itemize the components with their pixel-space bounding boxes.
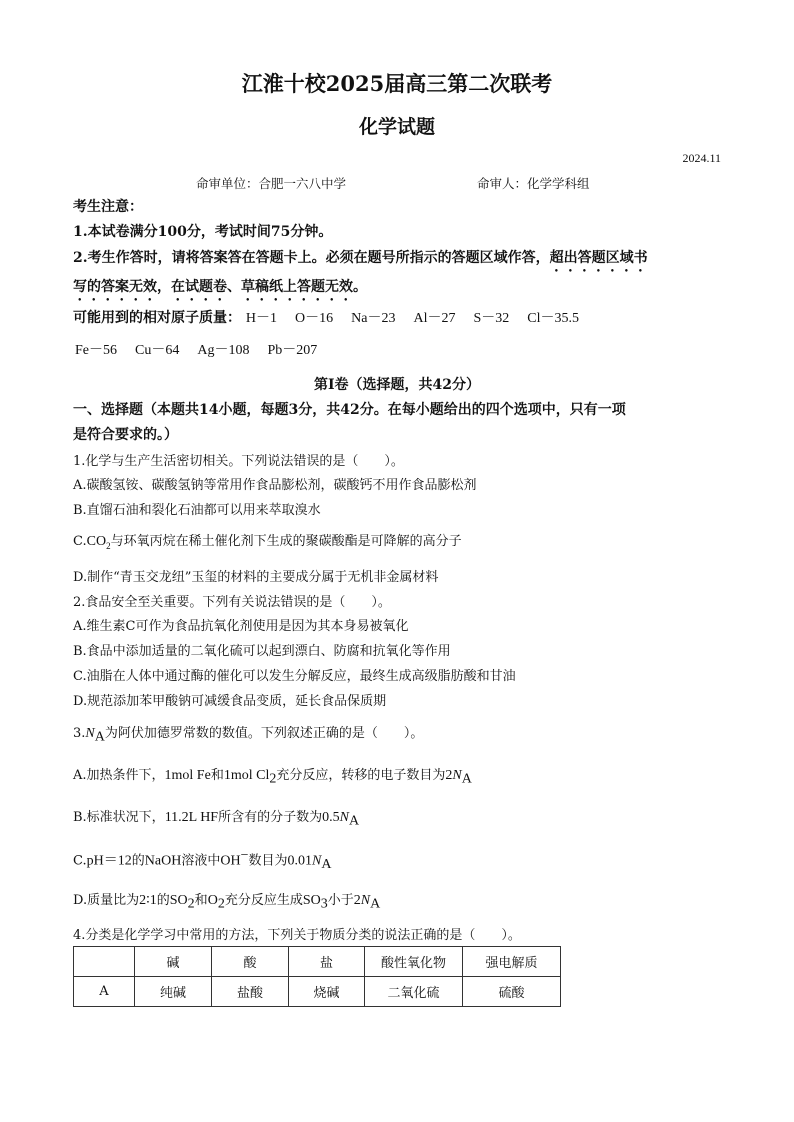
- q1-option-c: [73, 530, 462, 551]
- section-intro: 一、选择题（本题共14小题，每题3分，共42分。在每小题给出的四个选项中，只有一项: [73, 402, 626, 418]
- table-header-cell: 酸性氧化物: [365, 947, 463, 977]
- option-text: 与环氧丙烷在稀土催化剂下生成的聚碳酸酯是可降解的高分子: [110, 534, 462, 549]
- formula-text: O: [207, 893, 218, 908]
- formula-text: 11.2L HF: [164, 810, 219, 825]
- q3-option-c: [73, 848, 331, 873]
- notice-item-1: 1.本试卷满分100分，考试时间75分钟。: [73, 224, 333, 240]
- table-cell: 盐酸: [212, 977, 289, 1007]
- option-text: C.: [73, 853, 87, 869]
- table-row: [74, 977, 561, 1007]
- symbol-subscript: A: [370, 896, 381, 912]
- formula-subscript: 2: [217, 896, 225, 912]
- formula-subscript: 2: [187, 896, 195, 912]
- notice-item-2-text: 2.考生作答时，请将答案答在答题卡上。必须在题号所指示的答题区域作答，: [73, 250, 550, 266]
- option-text: 的: [156, 893, 170, 908]
- q3-option-a: [73, 764, 472, 788]
- formula-text: 1mol Cl: [223, 768, 270, 783]
- option-text: 溶液中: [181, 853, 221, 869]
- formula-subscript: 2: [106, 540, 111, 551]
- q3-option-b: [73, 806, 359, 830]
- formula-text: 2∶1: [139, 893, 157, 908]
- option-text: B.标准状况下，: [73, 810, 165, 825]
- option-text: 充分反应，转移的电子数目为: [276, 768, 446, 783]
- q4-stem: 4.分类是化学学习中常用的方法，下列关于物质分类的说法正确的是（ ）。: [73, 928, 521, 943]
- section-title: 第Ⅰ卷（选择题，共42分）: [313, 377, 481, 393]
- option-text: 的: [131, 853, 145, 869]
- symbol-n: N: [452, 768, 462, 783]
- option-text: 数目为: [248, 853, 288, 869]
- symbol-n: N: [311, 853, 322, 869]
- q2-stem: 2.食品安全至关重要。下列有关说法错误的是（ ）。: [73, 595, 391, 610]
- atom-mass: Cu－64: [135, 343, 180, 358]
- notice-item-2-cont: [73, 276, 367, 304]
- table-header-cell: 碱: [135, 947, 212, 977]
- option-text: 充分反应生成: [224, 893, 303, 908]
- exam-subtitle: 化学试题: [358, 116, 435, 138]
- table-cell: 二氧化硫: [365, 977, 463, 1007]
- q1-option-a: A.碳酸氢铵、碳酸氢钠等常用作食品膨松剂，碳酸钙不用作食品膨松剂: [73, 478, 477, 493]
- question-text: 为阿伏加德罗常数的数值。下列叙述正确的是（ ）。: [104, 726, 424, 741]
- formula-text: 2: [353, 893, 361, 908]
- q1-option-b: B.直馏石油和裂化石油都可以用来萃取溴水: [73, 503, 321, 518]
- notice-period: 。: [353, 279, 367, 295]
- exam-date: 2024.11: [682, 151, 721, 165]
- atom-mass: Ag－108: [197, 343, 250, 358]
- formula-superscript: −: [240, 848, 249, 863]
- formula-text: SO: [169, 893, 188, 908]
- exam-unit: 命审单位：合肥一六八中学: [196, 176, 347, 191]
- atom-mass: Fe－56: [75, 343, 117, 358]
- formula-text: 0.5: [322, 810, 340, 825]
- q2-option-c: C.油脂在人体中通过酶的催化可以发生分解反应，最终生成高级脂肪酸和甘油: [73, 669, 516, 684]
- table-header-cell: [74, 947, 135, 977]
- q3-stem: [73, 722, 423, 746]
- symbol-n: N: [339, 810, 349, 825]
- table-header-row: [74, 947, 561, 977]
- atom-mass: Al－27: [413, 311, 456, 326]
- option-text: A.加热条件下，: [73, 768, 165, 783]
- option-text: D.质量比为: [73, 893, 140, 908]
- option-label: C.: [73, 534, 87, 549]
- q4-classification-table: [73, 946, 561, 1007]
- notice-emphasis-3: 在试题卷、草稿纸上答题无效: [171, 279, 353, 295]
- symbol-subscript: A: [348, 813, 360, 829]
- exam-title: 江淮十校2025届高三第二次联考: [241, 71, 553, 96]
- table-cell: 硫酸: [463, 977, 561, 1007]
- formula-text: 0.01: [287, 853, 312, 869]
- notice-comma: ，: [157, 279, 171, 295]
- formula-text: SO: [302, 893, 321, 908]
- q2-option-d: D.规范添加苯甲酸钠可减缓食品变质，延长食品保质期: [73, 694, 387, 709]
- q2-option-b: B.食品中添加适量的二氧化硫可以起到漂白、防腐和抗氧化等作用: [73, 644, 451, 659]
- atom-mass: O－16: [295, 311, 334, 326]
- atom-mass: S－32: [473, 311, 510, 326]
- q1-stem: 1.化学与生产生活密切相关。下列说法错误的是（ ）。: [73, 454, 404, 469]
- table-header-cell: 强电解质: [463, 947, 561, 977]
- symbol-n: N: [85, 726, 95, 741]
- table-header-cell: 盐: [289, 947, 365, 977]
- atomic-masses-label: 可能用到的相对原子质量：: [73, 310, 241, 326]
- atomic-masses-row-1: [73, 307, 597, 327]
- notice-emphasis-1: 超出答题区域书: [549, 250, 648, 266]
- atom-mass: H－1: [245, 311, 277, 326]
- q3-option-d: [73, 889, 380, 913]
- symbol-subscript: A: [461, 771, 472, 787]
- table-cell: 烧碱: [289, 977, 365, 1007]
- formula-text: CO: [86, 534, 107, 549]
- question-number: 3.: [73, 726, 86, 741]
- notice-heading: 考生注意：: [73, 199, 143, 215]
- section-intro-cont: 是符合要求的。）: [73, 427, 178, 443]
- q2-option-a: A.维生素C可作为食品抗氧化剂使用是因为其本身易被氧化: [73, 619, 409, 634]
- formula-text: 1mol Fe: [164, 768, 211, 783]
- notice-emphasis-2: 写的答案无效: [73, 279, 157, 295]
- formula-text: pH＝12: [86, 853, 132, 869]
- table-cell: A: [74, 977, 135, 1007]
- atom-mass: Cl－35.5: [527, 311, 579, 326]
- formula-text: 2: [445, 768, 453, 783]
- atom-mass: Na－23: [351, 311, 396, 326]
- option-text: 小于: [327, 893, 354, 908]
- option-text: 所含有的分子数为: [218, 810, 323, 825]
- formula-subscript: 3: [320, 896, 328, 912]
- formula-co2: [87, 534, 111, 549]
- notice-item-2: [73, 247, 648, 275]
- symbol-subscript: A: [321, 856, 332, 872]
- table-header-cell: 酸: [212, 947, 289, 977]
- formula-text: OH: [220, 853, 241, 869]
- option-text: 和: [210, 768, 224, 783]
- formula-subscript: 2: [269, 771, 277, 787]
- atomic-masses-row-2: [75, 339, 335, 359]
- table-cell: 纯碱: [135, 977, 212, 1007]
- option-text: 和: [194, 893, 208, 908]
- symbol-n: N: [360, 893, 371, 908]
- atom-mass: Pb－207: [267, 343, 318, 358]
- q1-option-d: D.制作“青玉交龙纽”玉玺的材料的主要成分属于无机非金属材料: [73, 570, 439, 585]
- exam-author: 命审人：化学学科组: [477, 176, 590, 191]
- symbol-subscript: A: [94, 729, 105, 745]
- formula-text: NaOH: [144, 853, 182, 869]
